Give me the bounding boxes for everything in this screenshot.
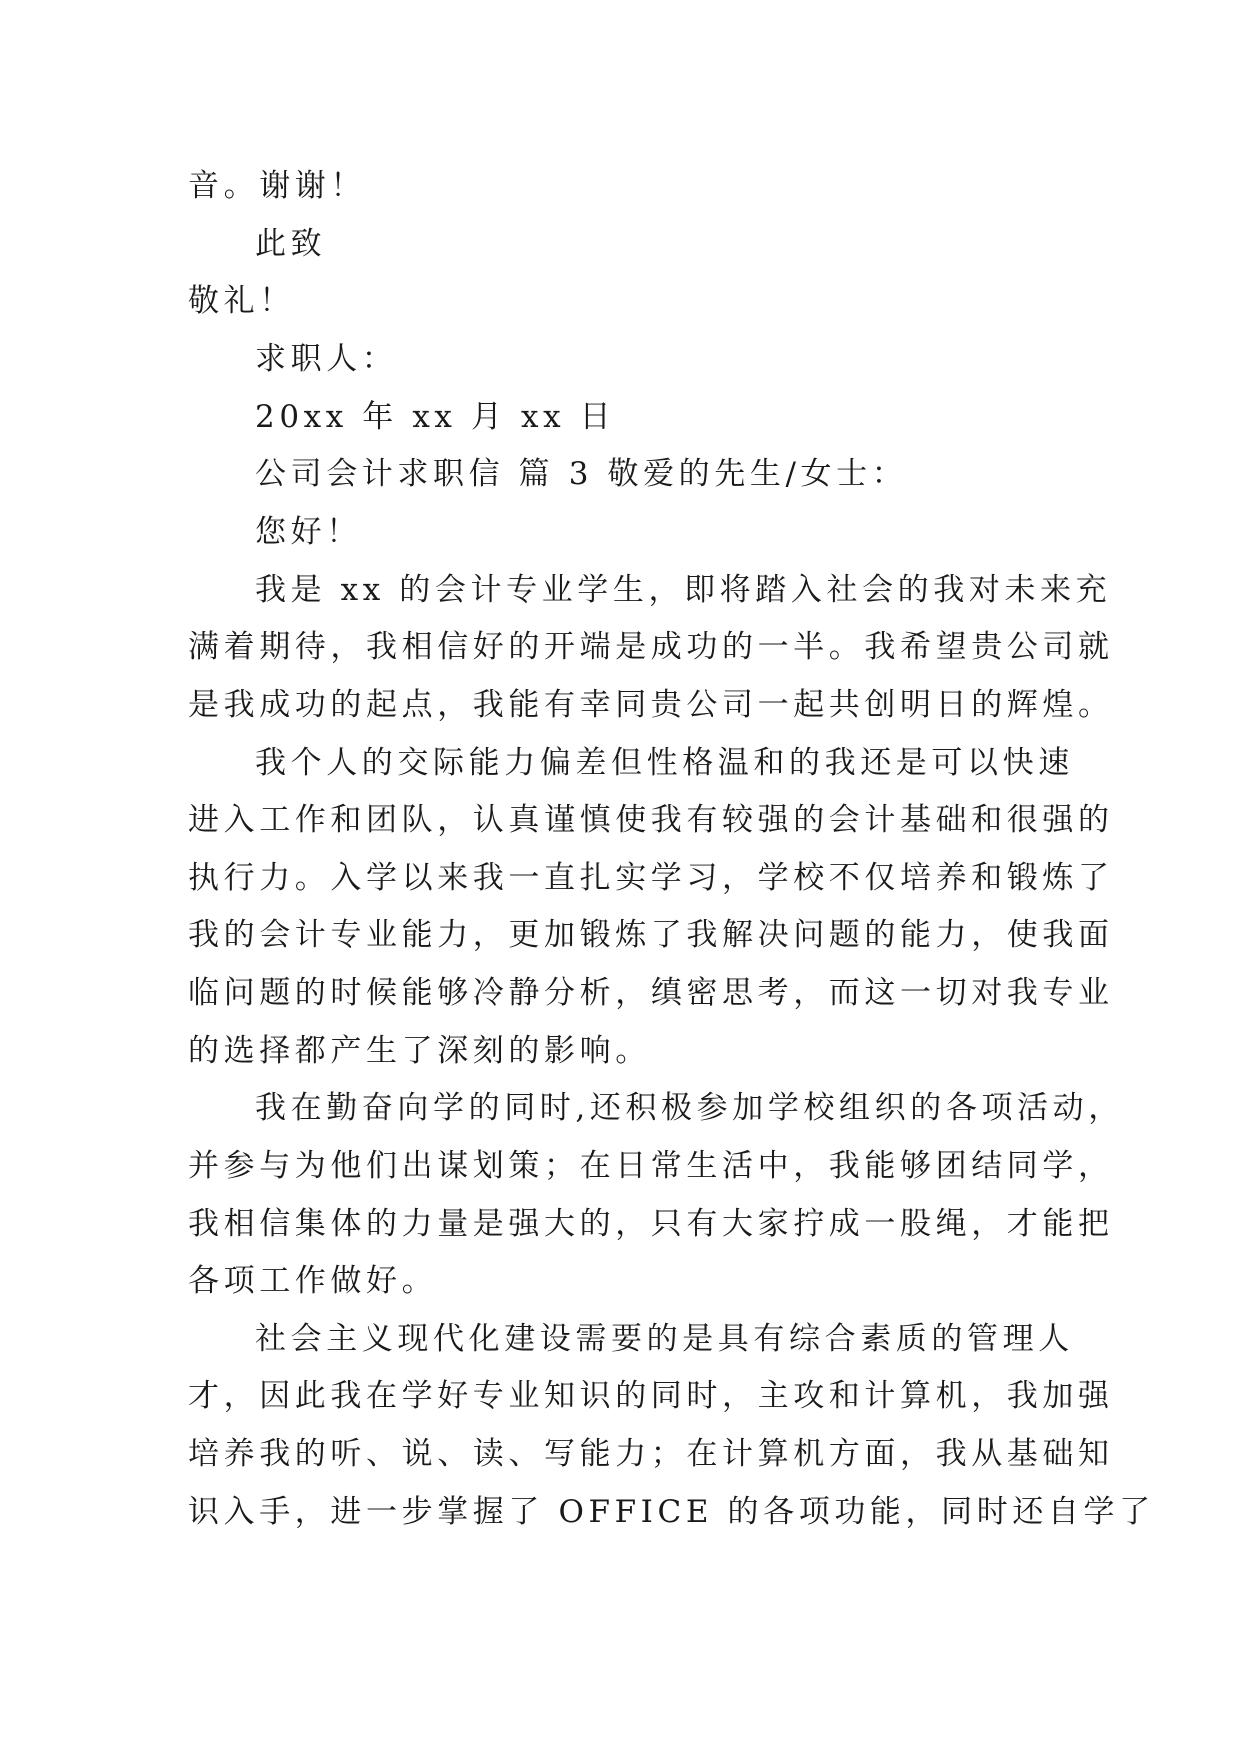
section-heading: 公司会计求职信 篇 3 敬爱的先生/女士： bbox=[255, 456, 908, 492]
paragraph-line: 满着期待，我相信好的开端是成功的一半。我希望贵公司就 bbox=[188, 629, 1114, 665]
paragraph-line: 才，因此我在学好专业知识的同时，主攻和计算机，我加强 bbox=[188, 1378, 1114, 1414]
paragraph-line: 进入工作和团队，认真谨慎使我有较强的会计基础和很强的 bbox=[188, 802, 1114, 838]
regards-line: 敬礼！ bbox=[188, 283, 295, 319]
paragraph-line: 我在勤奋向学的同时,还积极参加学校组织的各项活动， bbox=[255, 1090, 1124, 1126]
paragraph-line: 的选择都产生了深刻的影响。 bbox=[188, 1033, 651, 1069]
applicant-label: 求职人： bbox=[255, 341, 398, 377]
paragraph-line: 我个人的交际能力偏差但性格温和的我还是可以快速 bbox=[255, 745, 1074, 781]
paragraph-line: 执行力。入学以来我一直扎实学习，学校不仅培养和锻炼了 bbox=[188, 860, 1114, 896]
paragraph-line: 我是 xx 的会计专业学生，即将踏入社会的我对未来充 bbox=[255, 572, 1112, 608]
closing-text-line: 音。谢谢！ bbox=[188, 168, 366, 204]
paragraph-line: 社会主义现代化建设需要的是具有综合素质的管理人 bbox=[255, 1321, 1074, 1357]
paragraph-line: 我相信集体的力量是强大的，只有大家拧成一股绳，才能把 bbox=[188, 1206, 1114, 1242]
paragraph-line: 是我成功的起点，我能有幸同贵公司一起共创明日的辉煌。 bbox=[188, 687, 1114, 723]
greeting-line: 您好！ bbox=[255, 514, 362, 550]
paragraph-line: 临问题的时候能够冷静分析，缜密思考，而这一切对我专业 bbox=[188, 975, 1114, 1011]
paragraph-line: 各项工作做好。 bbox=[188, 1263, 438, 1299]
paragraph-line: 并参与为他们出谋划策；在日常生活中，我能够团结同学， bbox=[188, 1148, 1114, 1184]
paragraph-line: 识入手，进一步掌握了 OFFICE 的各项功能，同时还自学了 bbox=[188, 1494, 1155, 1530]
paragraph-line: 我的会计专业能力，更加锻炼了我解决问题的能力，使我面 bbox=[188, 917, 1114, 953]
salutation-line: 此致 bbox=[255, 226, 327, 262]
paragraph-line: 培养我的听、说、读、写能力；在计算机方面，我从基础知 bbox=[188, 1436, 1114, 1472]
date-line: 20xx 年 xx 月 xx 日 bbox=[255, 399, 616, 435]
